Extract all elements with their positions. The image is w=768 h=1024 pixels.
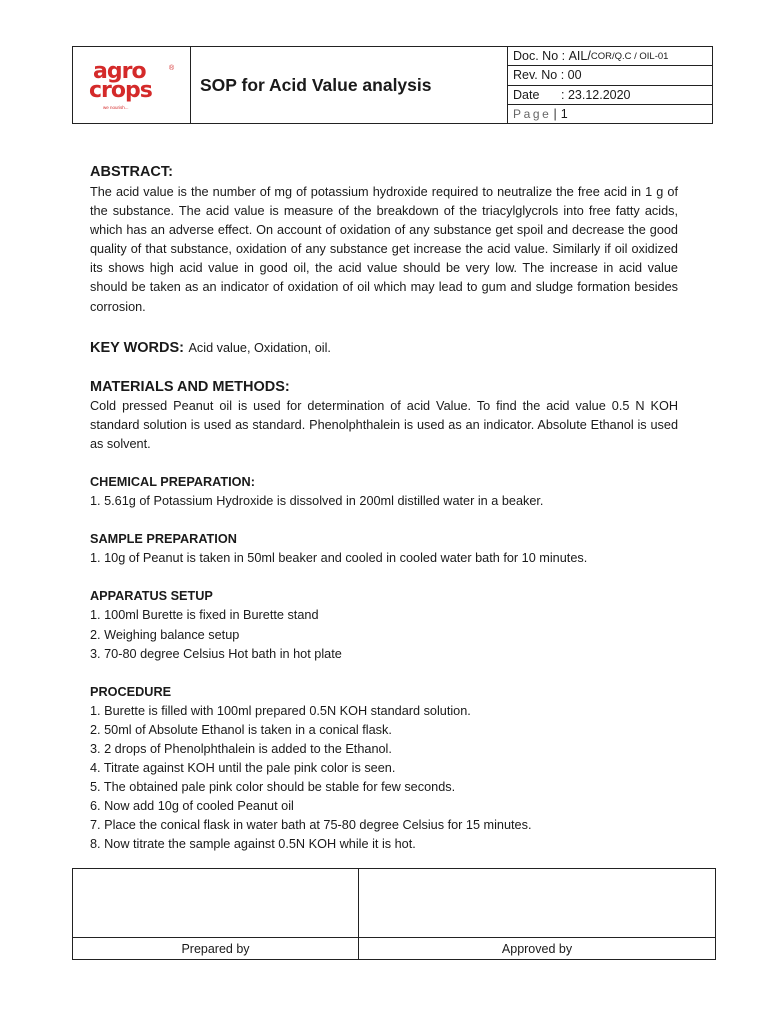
logo-cell xyxy=(73,47,191,123)
approved-by-signature-area xyxy=(359,869,715,938)
logo-word-agro: agro xyxy=(93,59,146,84)
document-body xyxy=(90,164,678,855)
apparatus-item: 3. 70-80 degree Celsius Hot bath in hot plate xyxy=(90,646,342,661)
procedure-step: 5. The obtained pale pink color should be stable for few seconds. xyxy=(90,780,456,795)
chemical-heading: CHEMICAL PREPARATION: xyxy=(90,474,255,489)
apparatus-item: 1. 100ml Burette is fixed in Burette stand xyxy=(90,608,319,623)
procedure-step: 3. 2 drops of Phenolphthalein is added to the Ethanol. xyxy=(90,741,392,756)
apparatus-heading: APPARATUS SETUP xyxy=(90,589,213,604)
logo-tagline: we nourish... xyxy=(103,105,129,110)
doc-no-row xyxy=(508,47,712,66)
apparatus-item: 2. Weighing balance setup xyxy=(90,627,240,642)
doc-no-value-a: AIL/ xyxy=(568,49,591,64)
logo-word-crops: crops xyxy=(89,78,152,103)
procedure-step: 8. Now titrate the sample against 0.5N KOH while it is hot. xyxy=(90,837,416,852)
procedure-step: 1. Burette is filled with 100ml prepared 0.5N KOH standard solution. xyxy=(90,703,471,718)
prepared-by-label: Prepared by xyxy=(181,941,250,956)
abstract-heading: ABSTRACT: xyxy=(90,164,173,180)
abstract-text: The acid value is the number of mg of potassium hydroxide required to neutralize the free acid in 1 g of the substance. The acid value is measure of the breakdown of the triacylglycrols into free fatty acids, which has an adverse effect. On account of oxidation of any substance get spoil and decrease the good quality of that substance, oxidation of any substance get increase the acid value. Similarly if oil oxidized its shows high acid value in good oil, the acid value should be very low. The increase in acid value should be taken as an indicator of oxidation of oil which may lead to gum and sludge formation besides corrosion. xyxy=(90,185,678,314)
materials-heading: MATERIALS AND METHODS: xyxy=(90,378,290,395)
document-title: SOP for Acid Value analysis xyxy=(200,74,432,95)
date-label: Date xyxy=(513,87,540,102)
prepared-by-signature-area xyxy=(73,869,358,938)
document-header xyxy=(72,46,713,124)
meta-cell xyxy=(508,47,712,123)
signature-table xyxy=(72,868,716,960)
keywords-heading: KEY WORDS: xyxy=(90,339,184,356)
sample-heading: SAMPLE PREPARATION xyxy=(90,532,237,547)
date-row xyxy=(508,86,712,105)
doc-no-label: Doc. No : xyxy=(513,49,569,64)
prepared-by-column xyxy=(73,869,359,959)
chemical-item: 1. 5.61g of Potassium Hydroxide is dissolved in 200ml distilled water in a beaker. xyxy=(90,494,544,509)
procedure-step: 7. Place the conical flask in water bath at 75-80 degree Celsius for 15 minutes. xyxy=(90,818,532,833)
procedure-heading: PROCEDURE xyxy=(90,684,172,699)
title-cell xyxy=(191,47,508,123)
procedure-step: 6. Now add 10g of cooled Peanut oil xyxy=(90,799,294,814)
page-row xyxy=(508,105,712,123)
approved-by-label: Approved by xyxy=(501,941,573,956)
materials-text: Cold pressed Peanut oil is used for determination of acid Value. To find the acid value 0.5 N KOH standard solution is used as standard. Phenolphthalein is used as an indicator. Absolute Ethanol is used as solvent. xyxy=(90,398,678,451)
sample-item: 1. 10g of Peanut is taken in 50ml beaker and cooled in cooled water bath for 10 minutes. xyxy=(90,551,588,566)
rev-no-row xyxy=(508,66,712,85)
keywords-text: Acid value, Oxidation, oil. xyxy=(188,340,331,355)
logo-registered-mark: ® xyxy=(169,65,175,72)
procedure-step: 2. 50ml of Absolute Ethanol is taken in a conical flask. xyxy=(90,722,392,737)
keywords-line xyxy=(90,339,678,357)
approved-by-column xyxy=(359,869,715,959)
page-number: 1 xyxy=(560,106,568,121)
procedure-step: 4. Titrate against KOH until the pale pink color is seen. xyxy=(90,761,396,776)
rev-no: Rev. No : 00 xyxy=(513,68,582,83)
date-value: : 23.12.2020 xyxy=(561,87,631,102)
page-label: Page xyxy=(513,106,552,121)
page-separator: | xyxy=(553,106,557,121)
company-logo xyxy=(89,61,177,113)
doc-no-value-b: COR/Q.C / OIL-01 xyxy=(590,50,669,62)
